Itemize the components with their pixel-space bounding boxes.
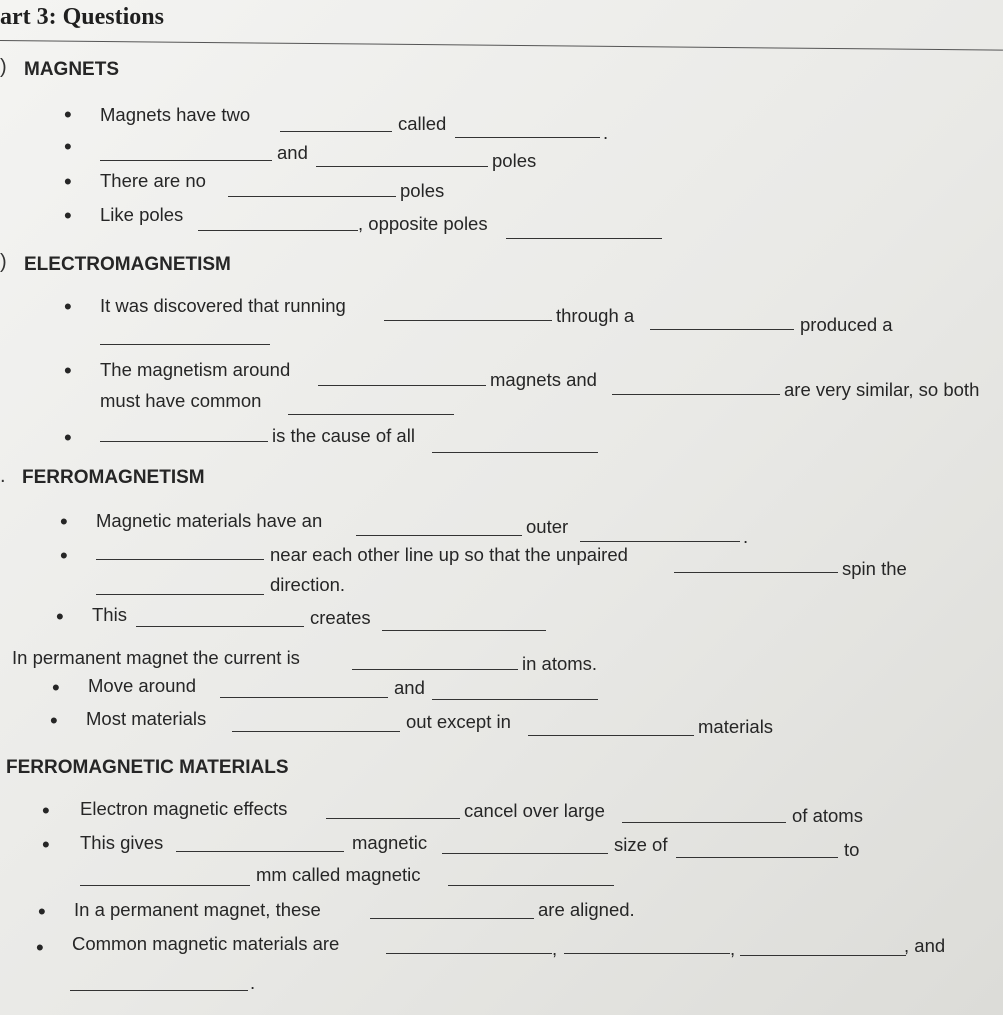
text: The magnetism around [100,359,291,380]
answer-blank[interactable] [432,699,598,700]
text: creates [310,607,371,628]
answer-blank[interactable] [220,697,388,698]
text: This [92,604,127,625]
title-rule [0,40,1003,51]
section-bracket: ) [0,56,7,78]
answer-blank[interactable] [136,626,304,627]
answer-blank[interactable] [442,853,608,854]
answer-blank[interactable] [70,990,248,991]
text: of atoms [792,805,863,826]
answer-blank[interactable] [528,735,694,736]
text: magnets and [490,369,597,390]
text: . [743,526,749,547]
text: in atoms. [522,653,598,674]
text: In permanent magnet the current is [12,647,300,668]
text: magnetic [352,832,428,853]
text: cancel over large [464,800,605,821]
bullet: • [64,134,72,159]
answer-blank[interactable] [352,669,518,670]
answer-blank[interactable] [580,541,740,542]
answer-blank[interactable] [612,394,780,395]
answer-blank[interactable] [356,535,522,536]
text: and [277,142,308,163]
bullet: • [52,675,60,700]
text: to [844,839,860,860]
answer-blank[interactable] [622,822,786,823]
text: spin the [842,558,907,579]
text: Magnets have two [100,104,251,125]
answer-blank[interactable] [198,230,358,231]
answer-blank[interactable] [455,137,600,138]
text: and [394,677,425,698]
text: called [398,113,447,134]
answer-blank[interactable] [96,594,264,595]
bullet: • [36,935,44,960]
text: , [730,938,736,959]
text: through a [556,305,635,326]
answer-blank[interactable] [100,160,272,161]
answer-blank[interactable] [176,851,344,852]
answer-blank[interactable] [326,818,460,819]
text: It was discovered that running [100,295,346,316]
bullet: • [42,832,50,857]
bullet: • [50,708,58,733]
text: size of [614,834,668,855]
text: materials [698,716,774,737]
bullet: • [64,102,72,127]
text: There are no [100,170,206,191]
answer-blank[interactable] [370,918,534,919]
text: , [552,938,558,959]
answer-blank[interactable] [316,166,488,167]
bullet: • [42,798,50,823]
section-bracket: ) [0,251,7,273]
bullet: • [64,294,72,319]
bullet: • [64,358,72,383]
text: must have common [100,390,262,411]
bullet: • [64,425,72,450]
section-heading-ferromagnetic-materials: FERROMAGNETIC MATERIALS [6,757,289,778]
text: out except in [406,711,511,732]
text: , and [904,935,946,956]
bullet: • [60,543,68,568]
section-heading-ferromagnetism: FERROMAGNETISM [22,467,205,488]
bullet: • [60,509,68,534]
answer-blank[interactable] [740,955,906,956]
text: . [250,972,256,993]
answer-blank[interactable] [288,414,454,415]
answer-blank[interactable] [228,196,396,197]
bullet: • [56,604,64,629]
section-heading-magnets: MAGNETS [24,59,119,80]
text: mm called magnetic [256,864,421,885]
answer-blank[interactable] [650,329,794,330]
bullet: • [64,203,72,228]
text: In a permanent magnet, these [74,899,321,920]
answer-blank[interactable] [96,559,264,560]
text: near each other line up so that the unpaired [270,544,628,565]
answer-blank[interactable] [674,572,838,573]
text: Most materials [86,708,207,729]
text: . [603,122,609,143]
answer-blank[interactable] [564,953,730,954]
text: Like poles [100,204,184,225]
text: Common magnetic materials are [72,933,340,954]
answer-blank[interactable] [676,857,838,858]
text: is the cause of all [272,425,415,446]
text: are aligned. [538,899,635,920]
section-heading-electromagnetism: ELECTROMAGNETISM [24,254,231,275]
answer-blank[interactable] [386,953,552,954]
answer-blank[interactable] [506,238,662,239]
answer-blank[interactable] [280,131,392,132]
answer-blank[interactable] [318,385,486,386]
answer-blank[interactable] [80,885,250,886]
text: produced a [800,314,893,335]
text: poles [400,180,445,201]
answer-blank[interactable] [432,452,598,453]
text: outer [526,516,569,537]
answer-blank[interactable] [384,320,552,321]
text: Electron magnetic effects [80,798,288,819]
text: are very similar, so both [784,379,980,400]
text: This gives [80,832,164,853]
text: direction. [270,574,346,595]
bullet: • [64,169,72,194]
answer-blank[interactable] [382,630,546,631]
answer-blank[interactable] [100,344,270,345]
section-bracket: . [0,465,6,487]
text: Magnetic materials have an [96,510,323,531]
text: poles [492,150,537,171]
bullet: • [38,899,46,924]
answer-blank[interactable] [232,731,400,732]
page-title: art 3: Questions [0,4,164,30]
text: Move around [88,675,196,696]
answer-blank[interactable] [448,885,614,886]
text: , opposite poles [358,213,488,234]
answer-blank[interactable] [100,441,268,442]
